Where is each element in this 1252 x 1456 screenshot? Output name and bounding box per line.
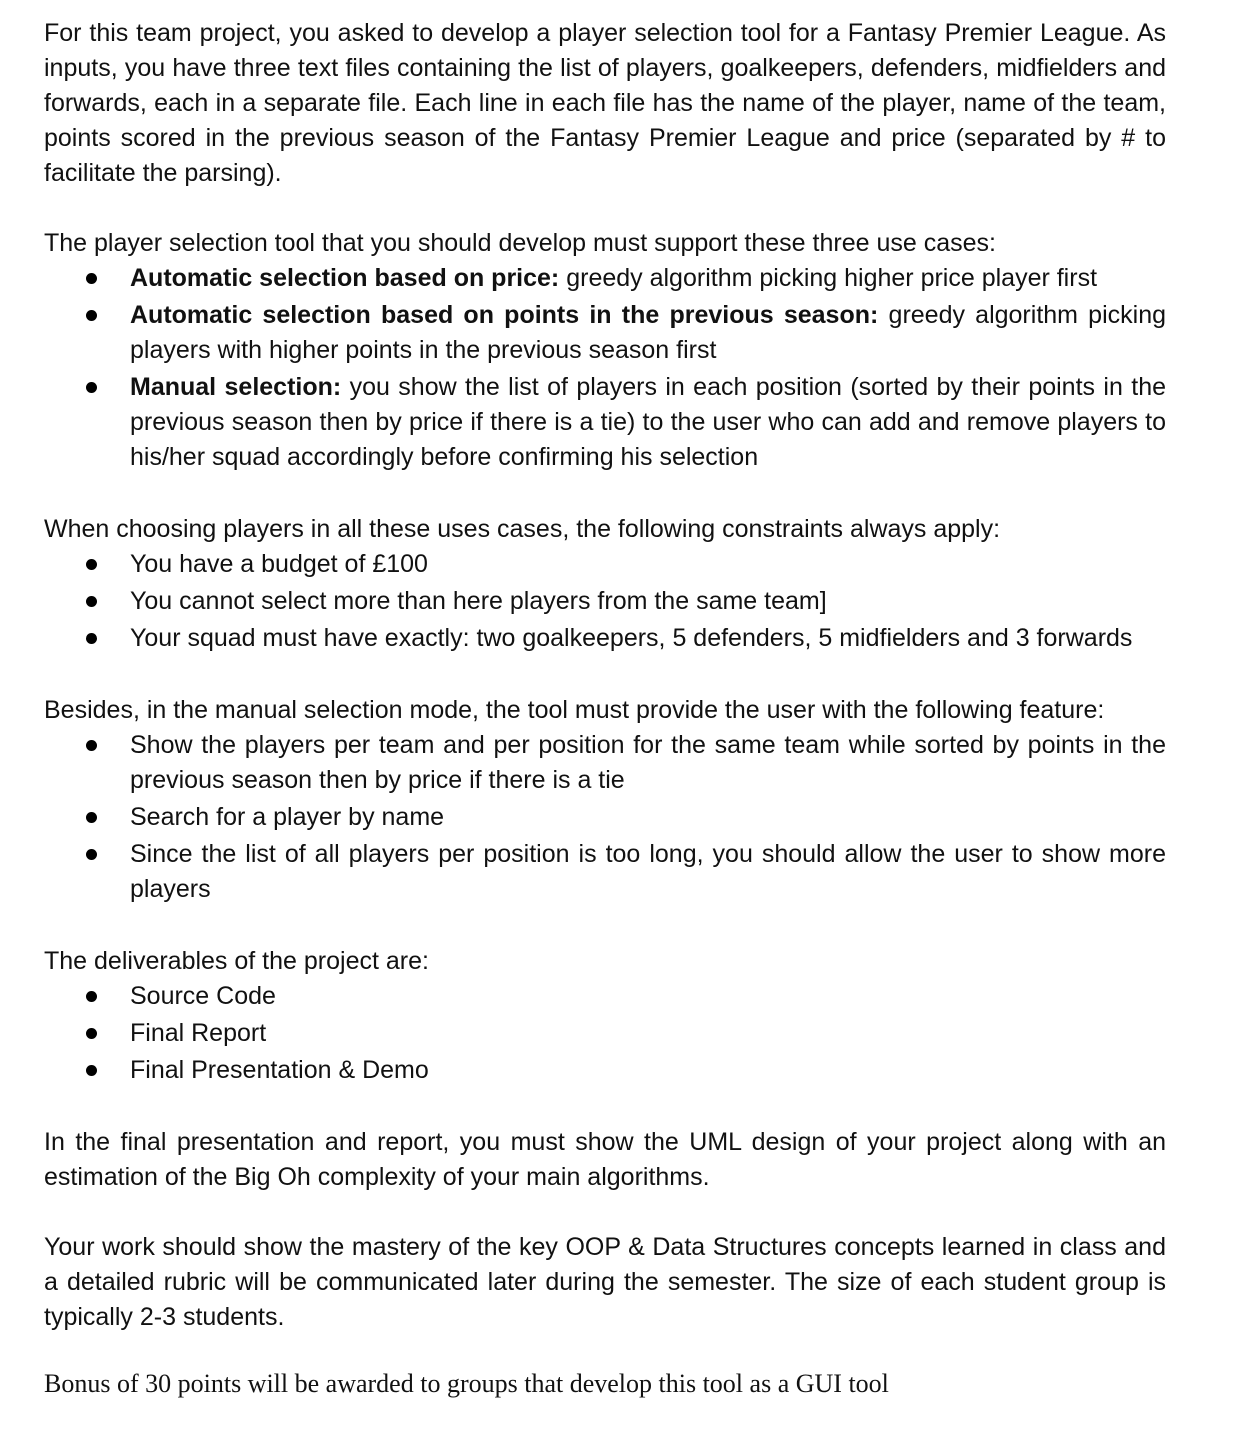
document-page — [44, 16, 1166, 1401]
bullet-icon — [86, 740, 97, 751]
deliverable-text: Final Report — [130, 1019, 267, 1047]
bonus-paragraph: Bonus of 30 points will be awarded to groups that develop this tool as a GUI tool — [44, 1369, 889, 1398]
constraint-text: Your squad must have exactly: two goalkeepers, 5 defenders, 5 midfielders and 3 forwards — [130, 624, 1133, 652]
bullet-icon — [86, 1028, 97, 1039]
constraints-heading: When choosing players in all these uses cases, the following constraints always apply: — [44, 515, 1001, 543]
use-cases-list — [44, 261, 1166, 475]
deliverables-heading: The deliverables of the project are: — [44, 947, 429, 975]
constraint-text: You cannot select more than here players from the same team] — [130, 587, 827, 615]
feature-text: Show the players per team and per position for the same team while sorted by points in the previous season then by price if there is a tie — [130, 731, 1166, 794]
features-list — [44, 728, 1166, 907]
bullet-icon — [86, 382, 97, 393]
list-item — [44, 547, 1166, 582]
list-item — [44, 837, 1166, 907]
use-case-description: greedy algorithm picking players with higher points in the previous season first — [130, 301, 1167, 364]
uml-paragraph: In the final presentation and report, you must show the UML design of your project along with an estimation of the Big Oh complexity of your main algorithms. — [44, 1128, 1166, 1191]
list-item — [44, 800, 1166, 835]
intro-paragraph: For this team project, you asked to develop a player selection tool for a Fantasy Premier League. As inputs, you have three text files containing the list of players, goalkeepers, defenders, midfielders and forwards, each in a separate file. Each line in each file has the name of the player, name of the team, points scored in the previous season of the Fantasy Premier League and price (separated by # to facilitate the parsing). — [44, 19, 1166, 187]
deliverable-text: Final Presentation & Demo — [130, 1056, 429, 1084]
list-item — [44, 621, 1166, 656]
constraints-list — [44, 547, 1166, 656]
list-item — [44, 728, 1166, 798]
list-item — [44, 298, 1166, 368]
bullet-icon — [86, 1065, 97, 1076]
use-case-title: Automatic selection based on points in the previous season: — [130, 301, 879, 329]
bullet-icon — [86, 559, 97, 570]
bullet-icon — [86, 633, 97, 644]
use-case-title: Automatic selection based on price: — [130, 264, 560, 292]
feature-text: Search for a player by name — [130, 803, 445, 831]
constraint-text: You have a budget of £100 — [130, 550, 428, 578]
use-case-title: Manual selection: — [130, 373, 342, 401]
bullet-icon — [86, 991, 97, 1002]
list-item — [44, 1053, 1166, 1088]
list-item — [44, 584, 1166, 619]
deliverable-text: Source Code — [130, 982, 276, 1010]
use-case-description: you show the list of players in each position (sorted by their points in the previous season then by price if there is a tie) to the user who can add and remove players to his/her squad accordingly before confirming his selection — [130, 373, 1167, 471]
list-item — [44, 1016, 1166, 1051]
bullet-icon — [86, 812, 97, 823]
use-cases-heading: The player selection tool that you should develop must support these three use cases: — [44, 229, 996, 257]
feature-text: Since the list of all players per position is too long, you should allow the user to show more players — [130, 840, 1166, 903]
bullet-icon — [86, 310, 97, 321]
bullet-icon — [86, 596, 97, 607]
use-case-description: greedy algorithm picking higher price player first — [559, 264, 1098, 292]
list-item — [44, 370, 1166, 475]
list-item — [44, 979, 1166, 1014]
deliverables-list — [44, 979, 1166, 1088]
features-heading: Besides, in the manual selection mode, the tool must provide the user with the following feature: — [44, 696, 1105, 724]
bullet-icon — [86, 849, 97, 860]
list-item — [44, 261, 1166, 296]
mastery-paragraph: Your work should show the mastery of the key OOP & Data Structures concepts learned in class and a detailed rubric will be communicated later during the semester. The size of each student group is typically 2-3 students. — [44, 1233, 1166, 1331]
bullet-icon — [86, 273, 97, 284]
